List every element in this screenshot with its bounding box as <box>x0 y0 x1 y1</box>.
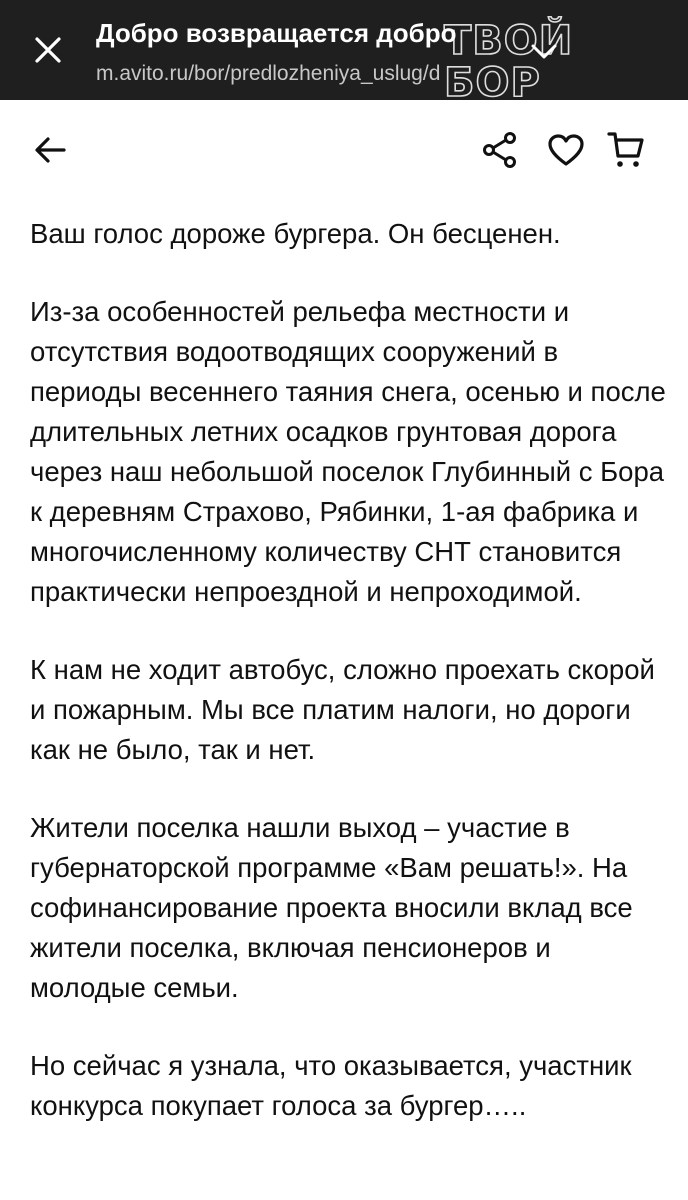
watermark-logo: ТВОЙ БОР <box>444 18 574 106</box>
share-button[interactable] <box>474 124 526 176</box>
menu-button[interactable] <box>524 34 564 70</box>
watermark-site: – www.tvoy-bor.ru – <box>458 108 636 127</box>
ad-description <box>30 214 666 1164</box>
description-paragraph: Но сейчас я узнала, что оказывается, участник конкурса покупает голоса за бургер….. <box>30 1050 632 1121</box>
cart-icon <box>607 130 645 170</box>
description-paragraph: Ваш голос дороже бургера. Он бесценен. <box>30 218 561 249</box>
browser-toolbar <box>0 0 688 127</box>
chevron-down-icon <box>531 44 557 60</box>
page-url[interactable]: m.avito.ru/bor/predlozheniya_uslug/d <box>96 62 441 85</box>
close-button[interactable] <box>22 24 74 76</box>
description-paragraph: Из-за особенностей рельефа местности и отсутствия водоотводящих сооружений в периоды весеннего таяния снега, осенью и после длительных летних осадков грунтовая дорога через наш небольшой поселок Глубинный с Бора к деревням Страхово, Рябинки, 1-ая фабрика и многочисленному количеству СНТ становится практически непроездной и непроходимой. <box>30 296 666 607</box>
cart-button[interactable] <box>600 124 652 176</box>
favorite-button[interactable] <box>540 124 592 176</box>
page-title: Добро возвращается добро <box>96 18 457 48</box>
heart-icon <box>547 133 585 167</box>
close-icon <box>34 36 62 64</box>
back-button[interactable] <box>24 124 76 176</box>
description-paragraph: Жители поселка нашли выход – участие в губернаторской программе «Вам решать!». На софинансирование проекта вносили вклад все жители поселка, включая пенсионеров и молодые семьи. <box>30 812 633 1003</box>
arrow-left-icon <box>34 136 66 164</box>
share-icon <box>482 131 518 169</box>
app-toolbar <box>0 100 688 200</box>
description-paragraph: К нам не ходит автобус, сложно проехать скорой и пожарным. Мы все платим налоги, но дороги как не было, так и нет. <box>30 654 655 765</box>
